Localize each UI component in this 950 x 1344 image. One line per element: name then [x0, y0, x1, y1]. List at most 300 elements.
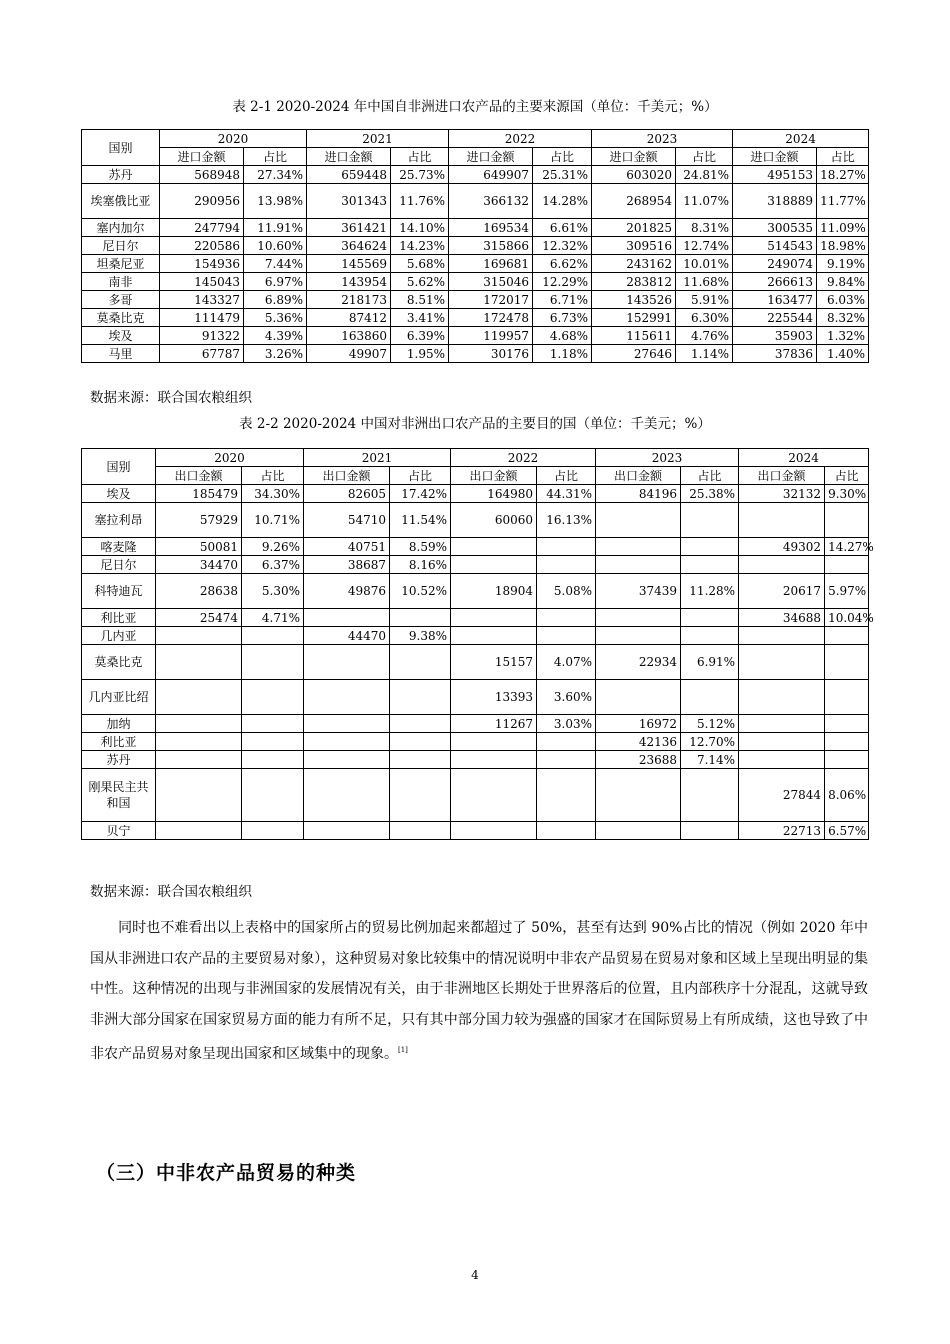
share-cell [681, 609, 739, 627]
country-cell: 坦桑尼亚 [82, 255, 160, 273]
amount-cell: 34688 [739, 609, 825, 627]
table-row [82, 166, 869, 184]
amount-cell [596, 538, 681, 556]
amount-cell [304, 822, 390, 840]
share-cell: 12.29% [533, 273, 592, 291]
share-cell [390, 733, 451, 751]
share-cell: 18.98% [817, 237, 869, 255]
share-cell: 1.40% [817, 345, 869, 363]
share-cell [242, 751, 304, 769]
amount-column-header: 进口金额 [592, 148, 676, 166]
amount-cell [304, 715, 390, 733]
amount-cell: 13393 [451, 680, 537, 715]
amount-cell [451, 556, 537, 574]
amount-cell: 143526 [592, 291, 676, 309]
share-cell [537, 627, 596, 645]
share-cell [825, 680, 869, 715]
share-cell: 44.31% [537, 485, 596, 503]
country-cell: 利比亚 [82, 733, 156, 751]
share-cell [390, 715, 451, 733]
share-cell: 11.76% [391, 184, 449, 219]
table1-caption: 表 2-1 2020-2024 年中国自非洲进口农产品的主要来源国（单位：千美元；%） [232, 99, 718, 115]
amount-cell: 145043 [160, 273, 244, 291]
amount-cell: 91322 [160, 327, 244, 345]
amount-column-header: 进口金额 [733, 148, 817, 166]
body-paragraph [90, 913, 868, 1070]
share-cell: 25.31% [533, 166, 592, 184]
share-cell [681, 822, 739, 840]
share-cell: 1.32% [817, 327, 869, 345]
amount-cell: 30176 [449, 345, 533, 363]
share-cell: 9.26% [242, 538, 304, 556]
share-cell: 11.54% [390, 503, 451, 538]
amount-cell [596, 680, 681, 715]
share-column-header: 占比 [676, 148, 733, 166]
amount-cell: 119957 [449, 327, 533, 345]
amount-column-header: 出口金额 [304, 467, 390, 485]
export-destinations-table [81, 448, 874, 840]
amount-cell: 60060 [451, 503, 537, 538]
share-column-header: 占比 [537, 467, 596, 485]
table-row [82, 538, 869, 556]
share-column-header: 占比 [533, 148, 592, 166]
share-cell: 12.32% [533, 237, 592, 255]
share-cell [537, 556, 596, 574]
amount-cell: 111479 [160, 309, 244, 327]
amount-column-header: 出口金额 [596, 467, 681, 485]
amount-cell: 514543 [733, 237, 817, 255]
share-cell: 11.09% [817, 219, 869, 237]
share-cell [681, 538, 739, 556]
amount-cell: 649907 [449, 166, 533, 184]
share-column-header: 占比 [390, 467, 451, 485]
country-cell: 莫桑比克 [82, 309, 160, 327]
amount-cell: 364624 [307, 237, 391, 255]
amount-cell: 49907 [307, 345, 391, 363]
amount-cell: 300535 [733, 219, 817, 237]
table-row [82, 769, 869, 822]
country-cell: 尼日尔 [82, 556, 156, 574]
share-cell: 6.71% [533, 291, 592, 309]
amount-cell: 27646 [592, 345, 676, 363]
table-row [82, 309, 869, 327]
table2-source: 数据来源：联合国农粮组织 [90, 884, 252, 900]
share-cell: 25.73% [391, 166, 449, 184]
amount-cell [304, 680, 390, 715]
amount-cell [451, 609, 537, 627]
share-cell [242, 733, 304, 751]
import-sources-table [81, 129, 869, 363]
amount-cell: 309516 [592, 237, 676, 255]
year-header: 2022 [449, 130, 592, 148]
amount-cell: 27844 [739, 769, 825, 822]
share-cell: 6.03% [817, 291, 869, 309]
amount-cell [156, 822, 242, 840]
amount-cell: 40751 [304, 538, 390, 556]
table-row [82, 574, 869, 609]
share-cell [390, 609, 451, 627]
share-cell: 24.81% [676, 166, 733, 184]
year-header: 2024 [733, 130, 869, 148]
share-cell: 7.14% [681, 751, 739, 769]
amount-cell: 301343 [307, 184, 391, 219]
share-cell: 5.62% [391, 273, 449, 291]
amount-cell [304, 751, 390, 769]
share-cell [681, 503, 739, 538]
amount-cell [739, 645, 825, 680]
amount-cell: 218173 [307, 291, 391, 309]
table2-caption: 表 2-2 2020-2024 中国对非洲出口农产品的主要目的国（单位：千美元；%） [239, 416, 711, 432]
share-cell: 11.91% [244, 219, 307, 237]
share-cell: 6.37% [242, 556, 304, 574]
country-cell: 塞拉利昂 [82, 503, 156, 538]
amount-cell: 172478 [449, 309, 533, 327]
share-cell: 16.13% [537, 503, 596, 538]
country-cell: 几内亚 [82, 627, 156, 645]
share-cell: 10.04% [825, 609, 869, 627]
amount-cell [451, 733, 537, 751]
table-row [82, 345, 869, 363]
year-header: 2023 [596, 449, 739, 467]
share-cell: 14.27% [825, 538, 869, 556]
amount-cell [739, 751, 825, 769]
amount-cell [451, 538, 537, 556]
share-cell [825, 627, 869, 645]
amount-cell: 50081 [156, 538, 242, 556]
amount-cell [156, 627, 242, 645]
table-row [82, 291, 869, 309]
amount-cell: 67787 [160, 345, 244, 363]
country-cell: 埃及 [82, 327, 160, 345]
amount-cell [304, 609, 390, 627]
year-header: 2020 [156, 449, 304, 467]
share-cell: 5.30% [242, 574, 304, 609]
year-header: 2021 [304, 449, 451, 467]
table1-source: 数据来源：联合国农粮组织 [90, 390, 252, 406]
share-cell: 5.97% [825, 574, 869, 609]
year-header: 2022 [451, 449, 596, 467]
share-cell: 12.70% [681, 733, 739, 751]
country-cell: 利比亚 [82, 609, 156, 627]
share-cell [390, 769, 451, 822]
table-row [82, 273, 869, 291]
amount-column-header: 进口金额 [160, 148, 244, 166]
amount-cell: 225544 [733, 309, 817, 327]
share-cell: 9.84% [817, 273, 869, 291]
share-cell [681, 769, 739, 822]
share-cell: 6.91% [681, 645, 739, 680]
amount-cell [156, 715, 242, 733]
header-row-years [82, 130, 869, 148]
share-cell: 3.41% [391, 309, 449, 327]
amount-cell: 243162 [592, 255, 676, 273]
share-column-header: 占比 [681, 467, 739, 485]
amount-cell: 37836 [733, 345, 817, 363]
amount-column-header: 出口金额 [739, 467, 825, 485]
share-cell: 3.03% [537, 715, 596, 733]
country-cell: 马里 [82, 345, 160, 363]
table-row [82, 255, 869, 273]
amount-cell: 603020 [592, 166, 676, 184]
amount-cell: 37439 [596, 574, 681, 609]
share-cell [537, 769, 596, 822]
share-cell: 6.62% [533, 255, 592, 273]
amount-cell [156, 733, 242, 751]
amount-cell: 315866 [449, 237, 533, 255]
share-cell: 6.97% [244, 273, 307, 291]
amount-cell [304, 733, 390, 751]
share-cell: 8.59% [390, 538, 451, 556]
share-cell [242, 769, 304, 822]
amount-cell: 361421 [307, 219, 391, 237]
table-row [82, 503, 869, 538]
amount-cell: 495153 [733, 166, 817, 184]
year-header: 2023 [592, 130, 733, 148]
share-cell [390, 822, 451, 840]
share-cell: 4.71% [242, 609, 304, 627]
share-cell [681, 556, 739, 574]
amount-cell: 201825 [592, 219, 676, 237]
share-cell: 6.61% [533, 219, 592, 237]
amount-cell [451, 769, 537, 822]
share-cell: 8.51% [391, 291, 449, 309]
country-cell: 尼日尔 [82, 237, 160, 255]
share-cell: 4.39% [244, 327, 307, 345]
amount-column-header: 进口金额 [449, 148, 533, 166]
amount-cell: 44470 [304, 627, 390, 645]
table-row [82, 609, 869, 627]
header-row-measures [82, 467, 869, 485]
share-cell: 14.28% [533, 184, 592, 219]
share-cell [242, 645, 304, 680]
share-cell [390, 680, 451, 715]
year-header: 2020 [160, 130, 307, 148]
amount-cell [739, 503, 825, 538]
amount-cell [156, 769, 242, 822]
amount-cell: 318889 [733, 184, 817, 219]
amount-cell: 185479 [156, 485, 242, 503]
share-cell: 6.73% [533, 309, 592, 327]
amount-cell [739, 627, 825, 645]
amount-column-header: 进口金额 [307, 148, 391, 166]
amount-cell [451, 627, 537, 645]
share-cell: 14.23% [391, 237, 449, 255]
amount-cell: 87412 [307, 309, 391, 327]
amount-cell [451, 751, 537, 769]
amount-cell: 54710 [304, 503, 390, 538]
share-column-header: 占比 [391, 148, 449, 166]
amount-cell: 22713 [739, 822, 825, 840]
share-cell [681, 627, 739, 645]
amount-cell: 11267 [451, 715, 537, 733]
share-cell [537, 751, 596, 769]
amount-cell: 163860 [307, 327, 391, 345]
amount-cell: 49302 [739, 538, 825, 556]
page-number: 4 [471, 1268, 479, 1282]
share-cell: 3.60% [537, 680, 596, 715]
country-cell: 莫桑比克 [82, 645, 156, 680]
amount-cell: 152991 [592, 309, 676, 327]
table-row [82, 184, 869, 219]
header-row-measures [82, 148, 869, 166]
country-cell: 喀麦隆 [82, 538, 156, 556]
share-cell [537, 609, 596, 627]
share-cell [390, 645, 451, 680]
amount-cell: 315046 [449, 273, 533, 291]
share-cell: 4.68% [533, 327, 592, 345]
amount-cell: 290956 [160, 184, 244, 219]
amount-cell: 143954 [307, 273, 391, 291]
share-cell: 14.10% [391, 219, 449, 237]
share-cell [825, 645, 869, 680]
share-cell: 5.12% [681, 715, 739, 733]
country-column-header: 国别 [82, 449, 156, 485]
share-cell: 10.71% [242, 503, 304, 538]
amount-cell [156, 751, 242, 769]
amount-cell: 145569 [307, 255, 391, 273]
table-row [82, 645, 869, 680]
amount-cell: 34470 [156, 556, 242, 574]
share-cell: 6.39% [391, 327, 449, 345]
share-cell [242, 822, 304, 840]
amount-cell: 15157 [451, 645, 537, 680]
amount-cell: 18904 [451, 574, 537, 609]
share-cell: 5.68% [391, 255, 449, 273]
share-cell: 5.36% [244, 309, 307, 327]
amount-cell: 268954 [592, 184, 676, 219]
table-row [82, 237, 869, 255]
country-cell: 加纳 [82, 715, 156, 733]
amount-cell [596, 627, 681, 645]
amount-cell: 172017 [449, 291, 533, 309]
amount-cell [739, 680, 825, 715]
share-cell: 6.57% [825, 822, 869, 840]
year-header: 2021 [307, 130, 449, 148]
country-cell: 埃塞俄比亚 [82, 184, 160, 219]
amount-cell: 249074 [733, 255, 817, 273]
amount-cell: 42136 [596, 733, 681, 751]
country-cell: 贝宁 [82, 822, 156, 840]
amount-cell [739, 733, 825, 751]
amount-column-header: 出口金额 [451, 467, 537, 485]
country-cell: 埃及 [82, 485, 156, 503]
table-row [82, 715, 869, 733]
share-cell: 8.16% [390, 556, 451, 574]
share-cell: 8.31% [676, 219, 733, 237]
share-cell [825, 715, 869, 733]
share-cell: 11.68% [676, 273, 733, 291]
table-row [82, 822, 869, 840]
header-row-years [82, 449, 869, 467]
share-cell [681, 680, 739, 715]
amount-cell: 84196 [596, 485, 681, 503]
amount-cell: 25474 [156, 609, 242, 627]
table-row [82, 556, 869, 574]
share-cell: 6.89% [244, 291, 307, 309]
paragraph-text: 同时也不难看出以上表格中的国家所占的贸易比例加起来都超过了 50%，甚至有达到 90%占比的情况（例如 2020 年中国从非洲进口农产品的主要贸易对象），这种贸易对象比较集中的情况说明中非农产品贸易在贸易对象和区域上呈现出明显的集中性。这种情况的出现与非洲国家的发展情况有关，由于非洲地区长期处于世界落后的位置，且内部秩序十分混乱，这就导致非洲大部分国家在国家贸易方面的能力有所不足，只有其中部分国力较为强盛的国家才在国际贸易上有所成绩，这也导致了中非农产品贸易对象呈现出国家和区域集中的现象。 [90, 920, 868, 1062]
share-cell: 8.06% [825, 769, 869, 822]
citation-mark: [1] [398, 1046, 408, 1054]
share-cell: 9.30% [825, 485, 869, 503]
share-cell [242, 680, 304, 715]
share-cell [537, 733, 596, 751]
table-row [82, 219, 869, 237]
amount-cell: 283812 [592, 273, 676, 291]
amount-cell: 247794 [160, 219, 244, 237]
amount-cell [596, 503, 681, 538]
table-row [82, 627, 869, 645]
table-row [82, 485, 869, 503]
share-cell: 9.19% [817, 255, 869, 273]
amount-cell [451, 822, 537, 840]
year-header: 2024 [739, 449, 869, 467]
amount-cell [156, 645, 242, 680]
amount-cell [304, 645, 390, 680]
share-cell: 10.01% [676, 255, 733, 273]
amount-cell: 32132 [739, 485, 825, 503]
share-cell: 9.38% [390, 627, 451, 645]
table-row [82, 733, 869, 751]
share-column-header: 占比 [242, 467, 304, 485]
amount-cell [739, 715, 825, 733]
country-cell: 科特迪瓦 [82, 574, 156, 609]
share-cell: 1.95% [391, 345, 449, 363]
amount-cell: 49876 [304, 574, 390, 609]
share-cell [825, 733, 869, 751]
amount-cell: 568948 [160, 166, 244, 184]
amount-cell: 366132 [449, 184, 533, 219]
share-column-header: 占比 [244, 148, 307, 166]
amount-cell [596, 556, 681, 574]
country-cell: 塞内加尔 [82, 219, 160, 237]
share-cell: 13.98% [244, 184, 307, 219]
amount-cell: 115611 [592, 327, 676, 345]
amount-cell: 266613 [733, 273, 817, 291]
country-column-header: 国别 [82, 130, 160, 166]
share-cell: 3.26% [244, 345, 307, 363]
share-cell [825, 751, 869, 769]
amount-cell: 154936 [160, 255, 244, 273]
table-row [82, 680, 869, 715]
section-heading: （三）中非农产品贸易的种类 [96, 1162, 357, 1184]
share-cell: 7.44% [244, 255, 307, 273]
share-cell: 27.34% [244, 166, 307, 184]
share-cell: 34.30% [242, 485, 304, 503]
amount-cell: 38687 [304, 556, 390, 574]
amount-cell [304, 769, 390, 822]
share-cell: 11.28% [681, 574, 739, 609]
country-cell: 几内亚比绍 [82, 680, 156, 715]
share-column-header: 占比 [825, 467, 869, 485]
share-cell: 12.74% [676, 237, 733, 255]
share-cell: 17.42% [390, 485, 451, 503]
share-cell: 4.76% [676, 327, 733, 345]
share-cell [825, 556, 869, 574]
country-cell: 苏丹 [82, 751, 156, 769]
amount-cell: 143327 [160, 291, 244, 309]
share-cell: 4.07% [537, 645, 596, 680]
table-row [82, 751, 869, 769]
share-cell [390, 751, 451, 769]
share-cell: 1.18% [533, 345, 592, 363]
share-cell: 11.07% [676, 184, 733, 219]
amount-cell: 164980 [451, 485, 537, 503]
amount-cell: 163477 [733, 291, 817, 309]
share-cell: 8.32% [817, 309, 869, 327]
amount-cell: 659448 [307, 166, 391, 184]
share-cell [537, 822, 596, 840]
share-column-header: 占比 [817, 148, 869, 166]
